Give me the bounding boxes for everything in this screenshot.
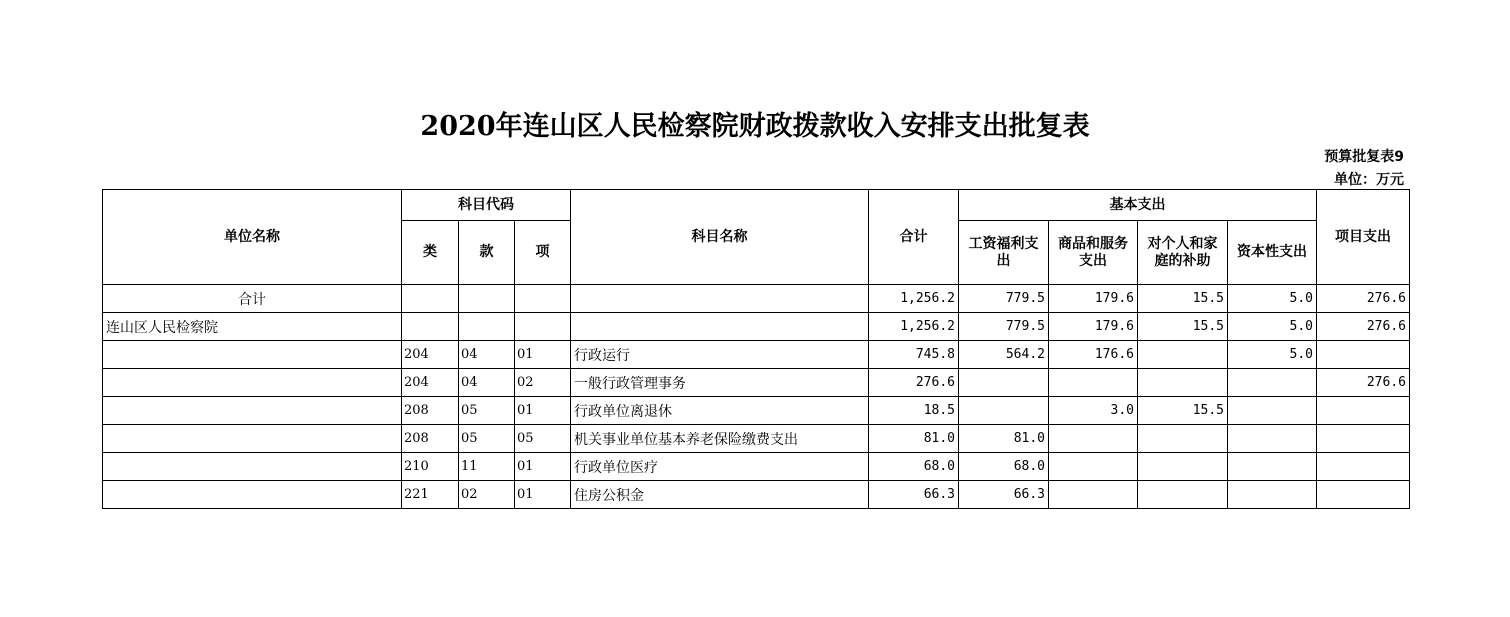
cell-wages: 564.2 [959,341,1049,369]
cell-subject: 行政单位离退休 [571,397,869,425]
cell-unit: 合计 [103,285,402,313]
cell-project: 276.6 [1317,313,1410,341]
cell-xiang: 05 [515,425,571,453]
cell-lei: 208 [402,397,459,425]
header-subsidies: 对个人和家庭的补助 [1138,221,1228,285]
header-goods-services: 商品和服务支出 [1049,221,1138,285]
header-subject-code: 科目代码 [402,190,571,221]
cell-goods [1049,453,1138,481]
cell-wages: 779.5 [959,285,1049,313]
cell-xiang: 02 [515,369,571,397]
cell-project: 276.6 [1317,369,1410,397]
cell-subsidies [1138,481,1228,509]
page-title: 2020年连山区人民检察院财政拨款收入安排支出批复表 [420,111,1090,142]
cell-unit: 连山区人民检察院 [103,313,402,341]
header-subject-name: 科目名称 [571,190,869,285]
cell-goods: 3.0 [1049,397,1138,425]
cell-project [1317,453,1410,481]
cell-project: 276.6 [1317,285,1410,313]
cell-lei: 204 [402,341,459,369]
table-row [103,313,1410,341]
cell-xiang: 01 [515,397,571,425]
cell-unit [103,481,402,509]
cell-capital: 5.0 [1228,313,1317,341]
cell-xiang: 01 [515,341,571,369]
cell-subsidies [1138,369,1228,397]
cell-wages: 779.5 [959,313,1049,341]
cell-subsidies [1138,453,1228,481]
table-row [103,285,1410,313]
cell-goods [1049,425,1138,453]
cell-subject [571,313,869,341]
cell-wages: 68.0 [959,453,1049,481]
cell-total: 18.5 [869,397,959,425]
cell-kuan [459,285,515,313]
cell-goods [1049,369,1138,397]
cell-capital [1228,369,1317,397]
header-project-expenditure: 项目支出 [1317,190,1410,285]
cell-subject [571,285,869,313]
cell-unit [103,425,402,453]
cell-capital [1228,453,1317,481]
cell-subject: 行政单位医疗 [571,453,869,481]
header-unit-name: 单位名称 [103,190,402,285]
cell-goods [1049,481,1138,509]
cell-capital [1228,481,1317,509]
cell-subsidies [1138,341,1228,369]
cell-kuan [459,313,515,341]
cell-project [1317,397,1410,425]
cell-unit [103,341,402,369]
cell-total: 81.0 [869,425,959,453]
cell-subsidies: 15.5 [1138,285,1228,313]
cell-goods: 179.6 [1049,313,1138,341]
header-capital: 资本性支出 [1228,221,1317,285]
cell-capital: 5.0 [1228,341,1317,369]
cell-xiang: 01 [515,481,571,509]
table-row [103,341,1410,369]
cell-wages [959,397,1049,425]
cell-goods: 176.6 [1049,341,1138,369]
cell-total: 276.6 [869,369,959,397]
cell-subject: 机关事业单位基本养老保险缴费支出 [571,425,869,453]
cell-project [1317,341,1410,369]
cell-total: 66.3 [869,481,959,509]
cell-xiang [515,285,571,313]
header-kuan: 款 [459,221,515,285]
header-wages: 工资福利支出 [959,221,1049,285]
cell-xiang [515,313,571,341]
cell-subject: 一般行政管理事务 [571,369,869,397]
table-row [103,453,1410,481]
budget-table [102,189,1410,509]
cell-unit [103,369,402,397]
cell-subsidies [1138,425,1228,453]
cell-xiang: 01 [515,453,571,481]
cell-capital: 5.0 [1228,285,1317,313]
cell-kuan: 02 [459,481,515,509]
cell-lei: 204 [402,369,459,397]
header-basic-expenditure: 基本支出 [959,190,1317,221]
cell-subject: 住房公积金 [571,481,869,509]
cell-lei: 208 [402,425,459,453]
form-reference: 预算批复表9 [1324,149,1404,165]
cell-total: 745.8 [869,341,959,369]
cell-total: 1,256.2 [869,285,959,313]
cell-project [1317,425,1410,453]
cell-kuan: 04 [459,341,515,369]
unit-label: 单位：万元 [1334,172,1404,188]
cell-kuan: 05 [459,397,515,425]
cell-wages [959,369,1049,397]
cell-unit [103,397,402,425]
cell-lei [402,313,459,341]
cell-subsidies: 15.5 [1138,397,1228,425]
cell-capital [1228,397,1317,425]
cell-unit [103,453,402,481]
cell-lei [402,285,459,313]
table-row [103,369,1410,397]
cell-subsidies: 15.5 [1138,313,1228,341]
cell-total: 68.0 [869,453,959,481]
cell-subject: 行政运行 [571,341,869,369]
table-row [103,397,1410,425]
table-row [103,425,1410,453]
cell-kuan: 11 [459,453,515,481]
cell-total: 1,256.2 [869,313,959,341]
header-xiang: 项 [515,221,571,285]
header-total: 合计 [869,190,959,285]
cell-goods: 179.6 [1049,285,1138,313]
cell-wages: 66.3 [959,481,1049,509]
header-lei: 类 [402,221,459,285]
cell-wages: 81.0 [959,425,1049,453]
table-row [103,481,1410,509]
cell-project [1317,481,1410,509]
cell-lei: 210 [402,453,459,481]
cell-kuan: 05 [459,425,515,453]
cell-kuan: 04 [459,369,515,397]
cell-capital [1228,425,1317,453]
cell-lei: 221 [402,481,459,509]
